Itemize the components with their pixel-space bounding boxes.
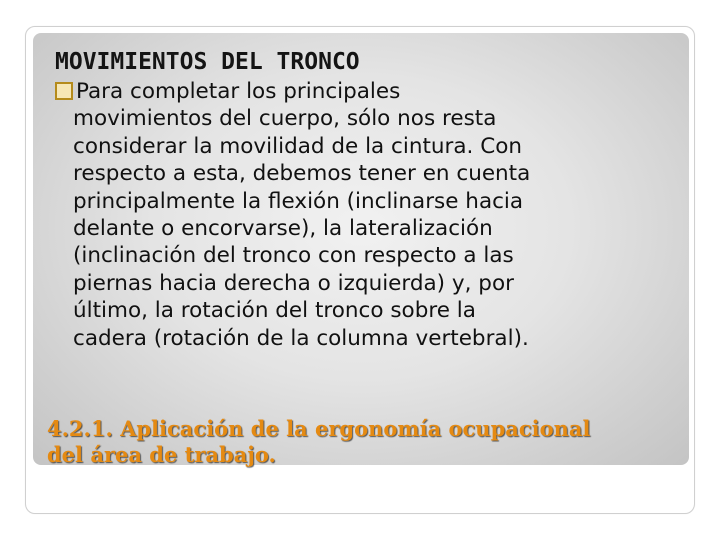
- body-paragraph: [55, 78, 685, 352]
- slide-heading: MOVIMIENTOS DEL TRONCO: [55, 49, 360, 75]
- paragraph-line: principalmente la flexión (inclinarse hacia: [73, 188, 524, 214]
- paragraph-first-line: [55, 78, 685, 105]
- section-subheading: [47, 416, 687, 468]
- paragraph-line: (inclinación del tronco con respecto a las: [73, 243, 514, 269]
- paragraph-first-line-text: Para completar los principales: [76, 79, 401, 104]
- checkbox-square-icon: [55, 82, 73, 100]
- paragraph-line: cadera (rotación de la columna vertebral).: [73, 325, 529, 351]
- paragraph-line: considerar la movilidad de la cintura. Con: [73, 133, 523, 159]
- paragraph-line: delante o encorvarse), la lateralización: [73, 216, 493, 242]
- subheading-line-1: 4.2.1. Aplicación de la ergonomía ocupacional: [47, 416, 591, 441]
- paragraph-line: respecto a esta, debemos tener en cuenta: [73, 161, 531, 187]
- paragraph-line: piernas hacia derecha o izquierda) y, por: [73, 270, 514, 296]
- subheading-line-2: del área de trabajo.: [47, 442, 276, 467]
- paragraph-line: movimientos del cuerpo, sólo nos resta: [73, 106, 497, 132]
- paragraph-line: último, la rotación del tronco sobre la: [73, 298, 476, 324]
